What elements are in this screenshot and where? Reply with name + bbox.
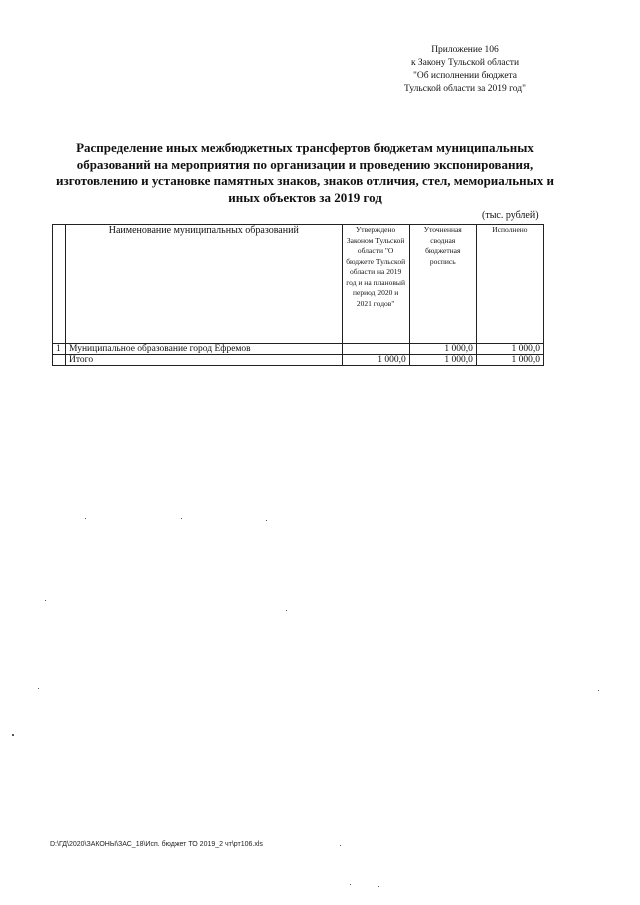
file-path-footer: D:\ГД\2020\ЗАКОНЫ\ЗАС_18\Исп. бюджет ТО 2019_2 чт\рт106.xls [50, 841, 263, 848]
row-approved [342, 344, 409, 355]
table-header-row [53, 225, 544, 344]
total-number [53, 355, 66, 366]
appendix-line-2: к Закону Тульской области [410, 58, 520, 68]
scan-speck [350, 884, 351, 885]
row-refined: 1 000,0 [409, 344, 476, 355]
document-title: Распределение иных межбюджетных трансфертов бюджетам муниципальных образований на мероприятия по организации и проведению экспонирования, изготовлению и установке памятных знаков, знаков отличия, стел, мемориальных и иных объектов за 2019 год [56, 140, 554, 205]
scan-speck [45, 600, 46, 601]
scan-speck [38, 688, 39, 689]
table-row [53, 344, 544, 355]
row-name: Муниципальное образование город Ефремов [66, 344, 343, 355]
header-approved: Утверждено Законом Тульской области "О бюджете Тульской области на 2019 год и на плановый период 2020 и 2021 годов" [342, 225, 409, 344]
units-label: (тыс. рублей) [482, 210, 539, 221]
appendix-line-4: Тульской области за 2019 год" [404, 84, 526, 94]
row-executed: 1 000,0 [476, 344, 543, 355]
scan-speck [12, 734, 14, 736]
scan-speck [181, 518, 182, 519]
scan-speck [340, 845, 341, 846]
row-number: 1 [53, 344, 66, 355]
appendix-block [360, 44, 570, 96]
header-number [53, 225, 66, 344]
scan-speck [85, 518, 86, 519]
scan-speck [266, 520, 267, 521]
total-row [53, 355, 544, 366]
scan-speck [598, 690, 599, 691]
appendix-line-3: "Об исполнении бюджета [412, 71, 518, 81]
distribution-table [52, 224, 544, 366]
header-refined: Уточненная сводная бюджетная роспись [409, 225, 476, 344]
total-refined: 1 000,0 [409, 355, 476, 366]
header-executed: Исполнено [476, 225, 543, 344]
scan-speck [286, 610, 287, 611]
total-name: Итого [66, 355, 343, 366]
header-name: Наименование муниципальных образований [66, 225, 343, 344]
appendix-line-1: Приложение 106 [431, 45, 499, 55]
scan-speck [378, 886, 379, 887]
total-executed: 1 000,0 [476, 355, 543, 366]
total-approved: 1 000,0 [342, 355, 409, 366]
